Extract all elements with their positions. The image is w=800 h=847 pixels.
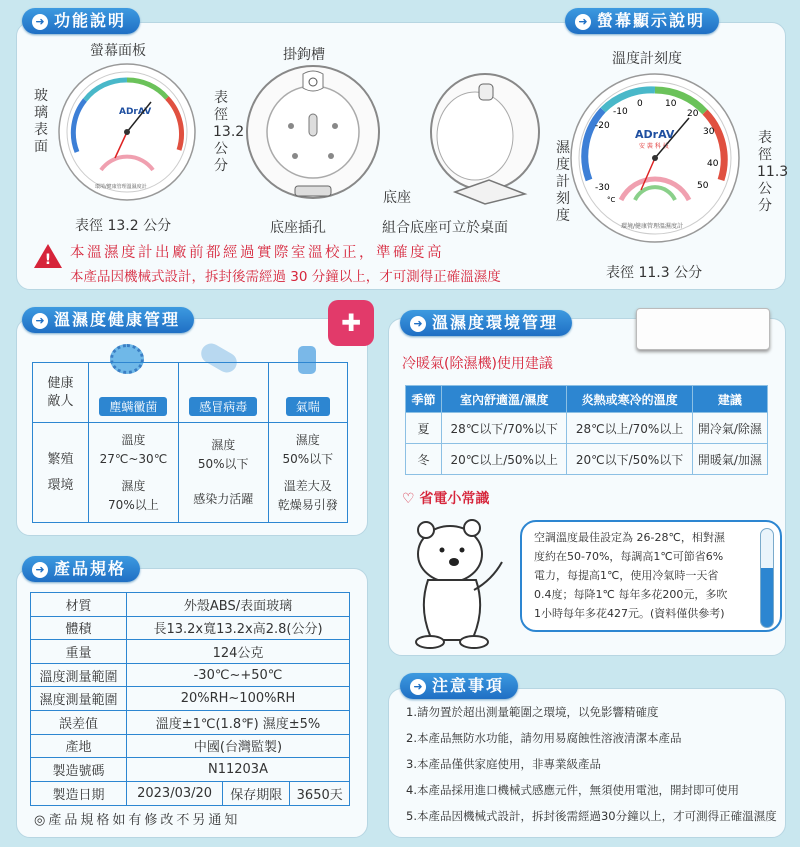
- tip-line: 空調溫度最佳設定為 26-28℃，相對濕: [534, 531, 725, 544]
- spec-value: 溫度±1℃(1.8℉) 濕度±5%: [127, 710, 350, 734]
- caution-item: 5.本產品因機械式設計，拆封後需經過30分鐘以上，才可測得正確溫濕度: [406, 809, 777, 823]
- spec-value-life: 3650天: [296, 788, 343, 804]
- ac-row-summer-comfort: 28℃以下/70%以下: [442, 413, 567, 444]
- caution-item: 2.本產品無防水功能，請勿用易腐蝕性溶液清潔本產品: [406, 731, 682, 745]
- spec-key: 誤差值: [31, 710, 127, 734]
- spec-table: [30, 592, 350, 806]
- health-table: [32, 362, 348, 523]
- glass-surface-label: 玻璃表面: [34, 88, 48, 155]
- diameter-horizontal-label: 表徑 13.2 公分: [75, 218, 172, 234]
- cond3-note-1: 溫差大及: [283, 478, 332, 493]
- spec-key: 溫度測量範圍: [31, 663, 127, 687]
- cond1-hum-label: 濕度: [121, 478, 146, 493]
- enemy-flu-virus: 感冒病毒: [189, 397, 257, 416]
- screen-title-tag: [565, 8, 719, 34]
- breed-label: 繁殖: [47, 451, 74, 467]
- diameter-vertical-label: 表徑13.2公分: [213, 90, 245, 174]
- warning-icon-mark: !: [44, 252, 52, 268]
- svg-text:ADrAV: ADrAV: [635, 128, 675, 141]
- screen-title: 螢幕顯示說明: [597, 11, 706, 30]
- ac-row-winter-extreme: 20℃以下/50%以下: [567, 444, 692, 475]
- thermometer-icon: [760, 528, 774, 628]
- arrow-icon: ➜: [32, 313, 48, 329]
- spec-key: 重量: [31, 640, 127, 664]
- spec-key: 材質: [31, 593, 127, 617]
- cond2-hum-label: 濕度: [211, 438, 236, 452]
- spec-key-date: 製造日期: [31, 781, 127, 806]
- cond1-hum-value: 70%以上: [108, 497, 159, 512]
- air-conditioner-icon: [636, 308, 770, 350]
- svg-text:-10: -10: [613, 107, 628, 117]
- ac-row-summer-extreme: 28℃以上/70%以上: [567, 413, 692, 444]
- hook-slot-label: 掛鉤槽: [283, 47, 325, 63]
- spec-value: 長13.2x寬13.2x高2.8(公分): [127, 616, 350, 640]
- svg-text:0: 0: [637, 99, 643, 109]
- health-title: 溫濕度健康管理: [54, 310, 181, 329]
- warning-line-1: 本溫濕度計出廠前都經過實際室溫校正，準確度高: [70, 245, 444, 261]
- cond3-note-2: 乾燥易引發: [277, 497, 338, 512]
- spec-value: 外殼ABS/表面玻璃: [127, 593, 350, 617]
- spec-footer: ◎產品規格如有修改不另通知: [34, 813, 241, 828]
- svg-text:ADrAV: ADrAV: [119, 107, 152, 117]
- spec-value: 124公克: [127, 640, 350, 664]
- spec-key: 濕度測量範圍: [31, 687, 127, 711]
- arrow-icon: ➜: [575, 14, 591, 30]
- arrow-icon: ➜: [32, 562, 48, 578]
- function-title: 功能說明: [54, 11, 127, 30]
- svg-text:°C: °C: [607, 196, 616, 204]
- back-view-illustration: [245, 62, 385, 202]
- svg-text:10: 10: [665, 99, 677, 109]
- warning-line-2: 本產品因機械式設計，拆封後需經過 30 分鐘以上，才可測得正確溫濕度: [70, 269, 501, 285]
- spec-value: 中國(台灣監製): [127, 734, 350, 758]
- cond1-temp-value: 27℃~30℃: [99, 451, 168, 466]
- env-title: 溫濕度環境管理: [432, 313, 559, 332]
- spec-key-life: 保存期限: [223, 782, 290, 806]
- function-title-tag: [22, 8, 140, 34]
- ac-header-extreme: 炎熱或寒冷的溫度: [567, 386, 692, 413]
- caution-item: 3.本產品僅供家庭使用，非專業級產品: [406, 757, 601, 771]
- enemy-dust-mite: 塵螨黴菌: [99, 397, 167, 416]
- side-view-illustration: [405, 70, 545, 210]
- tip-line: 0.4度；每降1℃ 每年多花200元，多吹: [534, 588, 728, 601]
- svg-text:20: 20: [687, 109, 699, 119]
- arrow-icon: ➜: [32, 14, 48, 30]
- screen-panel-label: 螢幕面板: [90, 43, 146, 59]
- ac-header-season: 季節: [406, 386, 442, 413]
- tip-line: 度約在50-70%，每調高1℃可節省6%: [534, 550, 724, 563]
- spec-key: 體積: [31, 616, 127, 640]
- ac-row-winter-season: 冬: [406, 444, 442, 475]
- arrow-icon: ➜: [410, 316, 426, 332]
- ac-table: [405, 385, 768, 475]
- base-slot-label: 底座插孔: [270, 220, 326, 236]
- svg-text:環境/健康管理溫濕度計: 環境/健康管理溫濕度計: [95, 184, 147, 190]
- temp-scale-label: 溫度計刻度: [612, 51, 682, 67]
- ac-header-advice: 建議: [692, 386, 767, 413]
- screen-diameter-vertical: 表徑11.3公分: [757, 130, 789, 214]
- caution-title-tag: [400, 673, 518, 699]
- svg-text:安 裝 科 技: 安 裝 科 技: [639, 143, 669, 150]
- screen-diameter-horizontal: 表徑 11.3 公分: [606, 265, 703, 281]
- ac-row-winter-comfort: 20℃以上/50%以上: [442, 444, 567, 475]
- tip-line: 1小時每年多花427元。(資料僅供參考): [534, 607, 725, 620]
- env-label: 環境: [47, 477, 74, 493]
- spec-key: 產地: [31, 734, 127, 758]
- tips-text: [534, 528, 727, 623]
- arrow-icon: ➜: [410, 679, 426, 695]
- humidity-scale-label: 濕度計刻度: [556, 140, 570, 224]
- assembled-label: 組合底座可立於桌面: [382, 220, 508, 236]
- spec-value: -30℃~+50℃: [127, 663, 350, 687]
- base-label: 底座: [383, 190, 411, 206]
- cond1-temp-label: 溫度: [121, 432, 146, 447]
- svg-text:環境/健康管理溫濕度計: 環境/健康管理溫濕度計: [621, 223, 684, 230]
- svg-text:40: 40: [707, 159, 719, 169]
- spec-key: 製造號碼: [31, 758, 127, 782]
- tip-line: 電力，每提高1℃，使用冷氣時一天省: [534, 569, 719, 582]
- ac-row-winter-advice: 開暖氣/加濕: [692, 444, 767, 475]
- caution-item: 4.本產品採用進口機械式感應元件，無須使用電池，開封即可使用: [406, 783, 739, 797]
- cond3-hum-value: 50%以下: [282, 451, 334, 466]
- cond3-hum-label: 濕度: [295, 432, 320, 447]
- env-title-tag: [400, 310, 572, 336]
- spec-value: N11203A: [127, 758, 350, 782]
- screen-gauge-illustration: [565, 70, 745, 245]
- bear-mascot-illustration: [398, 510, 508, 650]
- ac-row-summer-advice: 開冷氣/除濕: [692, 413, 767, 444]
- caution-list: [388, 704, 786, 834]
- spec-value-date: 2023/03/20: [127, 782, 223, 806]
- cond2-note: 感染力活躍: [193, 492, 254, 506]
- spec-title: 產品規格: [54, 559, 127, 578]
- enemy-asthma: 氣喘: [286, 397, 330, 416]
- tips-title: ♡ 省電小常識: [402, 491, 490, 507]
- caution-title: 注意事項: [432, 676, 505, 695]
- svg-text:30: 30: [703, 127, 715, 137]
- svg-text:-30: -30: [595, 183, 610, 193]
- spec-title-tag: [22, 556, 140, 582]
- front-gauge-illustration: [55, 62, 200, 202]
- nurse-icon: ✚: [328, 300, 374, 346]
- ac-row-summer-season: 夏: [406, 413, 442, 444]
- caution-item: 1.請勿置於超出測量範圍之環境，以免影響精確度: [406, 705, 659, 719]
- svg-text:50: 50: [697, 181, 709, 191]
- health-enemy-label: 健康敵人: [47, 375, 74, 409]
- health-title-tag: [22, 307, 194, 333]
- ac-heading: 冷暖氣(除濕機)使用建議: [402, 356, 553, 372]
- cond2-hum-value: 50%以下: [197, 457, 249, 471]
- ac-header-comfort: 室內舒適溫/濕度: [442, 386, 567, 413]
- svg-text:-20: -20: [595, 121, 610, 131]
- spec-value: 20%RH~100%RH: [127, 687, 350, 711]
